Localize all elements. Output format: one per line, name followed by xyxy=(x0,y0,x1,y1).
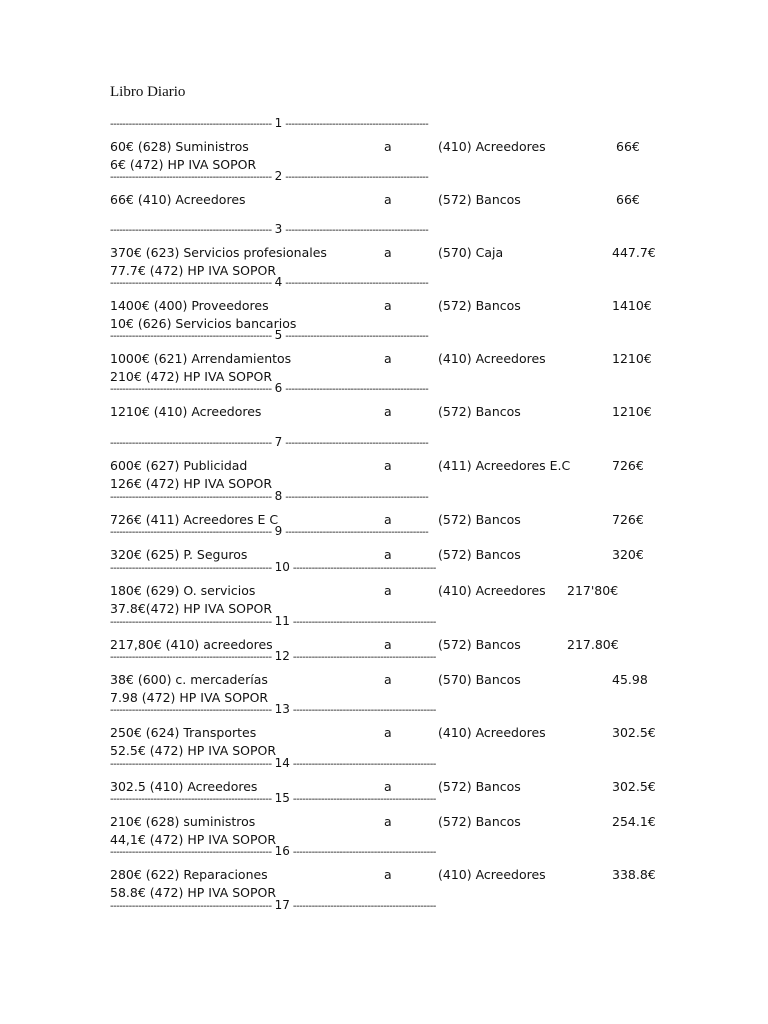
entry-number: 9 xyxy=(274,525,283,538)
credit-account: (572) Bancos xyxy=(438,779,521,794)
separator-dashes: ---------------------------------------------- xyxy=(285,172,429,183)
entry-separator xyxy=(110,561,610,575)
credit-account: (410) Acreedores xyxy=(438,867,546,882)
entry-amount: 726€ xyxy=(612,512,644,527)
entry-connector: a xyxy=(384,672,392,687)
separator-dashes: ---------------------------------------------- xyxy=(292,794,436,805)
entry-separator xyxy=(110,757,610,771)
debit-account-extra: 77.7€ (472) HP IVA SOPOR xyxy=(110,263,277,278)
entry-connector: a xyxy=(384,458,392,473)
entry-connector: a xyxy=(384,867,392,882)
debit-account: 38€ (600) c. mercaderías xyxy=(110,672,268,687)
entry-amount: 45.98 xyxy=(612,672,648,687)
debit-account-extra: 37.8€(472) HP IVA SOPOR xyxy=(110,601,273,616)
entry-connector: a xyxy=(384,547,392,562)
credit-account: (572) Bancos xyxy=(438,404,521,419)
entry-number: 5 xyxy=(274,329,283,342)
debit-account: 250€ (624) Transportes xyxy=(110,725,257,740)
separator-dashes: ---------------------------------------------- xyxy=(285,492,429,503)
entry-number: 17 xyxy=(274,899,290,912)
separator-dashes: ---------------------------------------------- xyxy=(285,438,429,449)
entry-separator xyxy=(110,276,610,290)
separator-dashes: ---------------------------------------------------- xyxy=(110,847,272,858)
entry-connector: a xyxy=(384,245,392,260)
entry-number: 11 xyxy=(274,615,290,628)
separator-dashes: ---------------------------------------------------- xyxy=(110,438,272,449)
separator-dashes: ---------------------------------------------- xyxy=(292,847,436,858)
separator-dashes: ---------------------------------------------- xyxy=(285,384,429,395)
entry-number: 7 xyxy=(274,436,283,449)
entry-amount: 217.80€ xyxy=(567,637,619,652)
separator-dashes: ---------------------------------------------- xyxy=(285,278,429,289)
separator-dashes: ---------------------------------------------------- xyxy=(110,759,272,770)
debit-account-extra: 6€ (472) HP IVA SOPOR xyxy=(110,157,257,172)
debit-account: 1210€ (410) Acreedores xyxy=(110,404,262,419)
credit-account: (410) Acreedores xyxy=(438,725,546,740)
entry-separator xyxy=(110,703,610,717)
entry-number: 1 xyxy=(274,117,283,130)
entry-number: 15 xyxy=(274,792,290,805)
debit-account-extra: 44,1€ (472) HP IVA SOPOR xyxy=(110,832,277,847)
entry-amount: 254.1€ xyxy=(612,814,656,829)
separator-dashes: ---------------------------------------------- xyxy=(292,759,436,770)
debit-account: 217,80€ (410) acreedores xyxy=(110,637,273,652)
debit-account: 320€ (625) P. Seguros xyxy=(110,547,248,562)
separator-dashes: ---------------------------------------------- xyxy=(292,652,436,663)
separator-dashes: ---------------------------------------------------- xyxy=(110,278,272,289)
entry-connector: a xyxy=(384,583,392,598)
debit-account: 60€ (628) Suministros xyxy=(110,139,249,154)
entry-amount: 320€ xyxy=(612,547,644,562)
entry-amount: 1410€ xyxy=(612,298,652,313)
credit-account: (410) Acreedores xyxy=(438,351,546,366)
debit-account-extra: 58.8€ (472) HP IVA SOPOR xyxy=(110,885,277,900)
entry-number: 10 xyxy=(274,561,290,574)
entry-number: 2 xyxy=(274,170,283,183)
entry-number: 14 xyxy=(274,757,290,770)
credit-account: (572) Bancos xyxy=(438,192,521,207)
entry-amount: 302.5€ xyxy=(612,725,656,740)
entry-connector: a xyxy=(384,192,392,207)
separator-dashes: ---------------------------------------------------- xyxy=(110,563,272,574)
entry-separator xyxy=(110,490,610,504)
separator-dashes: ---------------------------------------------------- xyxy=(110,794,272,805)
debit-account: 210€ (628) suministros xyxy=(110,814,256,829)
entry-connector: a xyxy=(384,725,392,740)
entry-separator xyxy=(110,615,610,629)
entry-connector: a xyxy=(384,139,392,154)
entry-connector: a xyxy=(384,298,392,313)
entry-amount: 302.5€ xyxy=(612,779,656,794)
entry-amount: 1210€ xyxy=(612,404,652,419)
debit-account: 1400€ (400) Proveedores xyxy=(110,298,269,313)
debit-account: 726€ (411) Acreedores E C xyxy=(110,512,279,527)
credit-account: (410) Acreedores xyxy=(438,139,546,154)
entry-amount: 66€ xyxy=(616,192,640,207)
separator-dashes: ---------------------------------------------- xyxy=(292,705,436,716)
credit-account: (572) Bancos xyxy=(438,637,521,652)
credit-account: (572) Bancos xyxy=(438,547,521,562)
separator-dashes: ---------------------------------------------- xyxy=(292,563,436,574)
entry-amount: 1210€ xyxy=(612,351,652,366)
separator-dashes: ---------------------------------------------------- xyxy=(110,705,272,716)
separator-dashes: ---------------------------------------------------- xyxy=(110,331,272,342)
entry-separator xyxy=(110,899,610,913)
credit-account: (570) Bancos xyxy=(438,672,521,687)
debit-account: 66€ (410) Acreedores xyxy=(110,192,246,207)
separator-dashes: ---------------------------------------------------- xyxy=(110,492,272,503)
entry-separator xyxy=(110,170,610,184)
separator-dashes: ---------------------------------------------------- xyxy=(110,225,272,236)
credit-account: (572) Bancos xyxy=(438,814,521,829)
debit-account-extra: 126€ (472) HP IVA SOPOR xyxy=(110,476,273,491)
separator-dashes: ---------------------------------------------------- xyxy=(110,617,272,628)
entry-connector: a xyxy=(384,351,392,366)
debit-account: 280€ (622) Reparaciones xyxy=(110,867,268,882)
entry-amount: 66€ xyxy=(616,139,640,154)
entry-separator xyxy=(110,792,610,806)
entry-amount: 726€ xyxy=(612,458,644,473)
debit-account-extra: 52.5€ (472) HP IVA SOPOR xyxy=(110,743,277,758)
separator-dashes: ---------------------------------------------- xyxy=(292,617,436,628)
separator-dashes: ---------------------------------------------------- xyxy=(110,901,272,912)
entry-separator xyxy=(110,436,610,450)
entry-amount: 447.7€ xyxy=(612,245,656,260)
separator-dashes: ---------------------------------------------------- xyxy=(110,384,272,395)
credit-account: (570) Caja xyxy=(438,245,504,260)
separator-dashes: ---------------------------------------------- xyxy=(285,225,429,236)
separator-dashes: ---------------------------------------------------- xyxy=(110,172,272,183)
credit-account: (411) Acreedores E.C xyxy=(438,458,571,473)
page-title: Libro Diario xyxy=(110,84,186,100)
entry-number: 3 xyxy=(274,223,283,236)
separator-dashes: ---------------------------------------------------- xyxy=(110,119,272,130)
entry-separator xyxy=(110,525,610,539)
entry-connector: a xyxy=(384,779,392,794)
entry-number: 8 xyxy=(274,490,283,503)
debit-account: 370€ (623) Servicios profesionales xyxy=(110,245,327,260)
credit-account: (572) Bancos xyxy=(438,512,521,527)
entry-connector: a xyxy=(384,637,392,652)
separator-dashes: ---------------------------------------------- xyxy=(285,119,429,130)
debit-account-extra: 210€ (472) HP IVA SOPOR xyxy=(110,369,273,384)
debit-account-extra: 7.98 (472) HP IVA SOPOR xyxy=(110,690,269,705)
entry-connector: a xyxy=(384,814,392,829)
entry-separator xyxy=(110,223,610,237)
separator-dashes: ---------------------------------------------- xyxy=(285,527,429,538)
entry-number: 13 xyxy=(274,703,290,716)
entry-number: 16 xyxy=(274,845,290,858)
entry-separator xyxy=(110,650,610,664)
separator-dashes: ---------------------------------------------------- xyxy=(110,652,272,663)
entry-amount: 217'80€ xyxy=(567,583,619,598)
separator-dashes: ---------------------------------------------- xyxy=(285,331,429,342)
entry-number: 4 xyxy=(274,276,283,289)
separator-dashes: ---------------------------------------------- xyxy=(292,901,436,912)
entry-separator xyxy=(110,382,610,396)
entry-separator xyxy=(110,845,610,859)
debit-account: 180€ (629) O. servicios xyxy=(110,583,256,598)
credit-account: (572) Bancos xyxy=(438,298,521,313)
entry-number: 6 xyxy=(274,382,283,395)
credit-account: (410) Acreedores xyxy=(438,583,546,598)
entry-separator xyxy=(110,117,610,131)
entry-amount: 338.8€ xyxy=(612,867,656,882)
debit-account: 302.5 (410) Acreedores xyxy=(110,779,258,794)
separator-dashes: ---------------------------------------------------- xyxy=(110,527,272,538)
entry-number: 12 xyxy=(274,650,290,663)
entry-connector: a xyxy=(384,404,392,419)
entry-connector: a xyxy=(384,512,392,527)
debit-account: 600€ (627) Publicidad xyxy=(110,458,248,473)
debit-account-extra: 10€ (626) Servicios bancarios xyxy=(110,316,297,331)
debit-account: 1000€ (621) Arrendamientos xyxy=(110,351,292,366)
entry-separator xyxy=(110,329,610,343)
